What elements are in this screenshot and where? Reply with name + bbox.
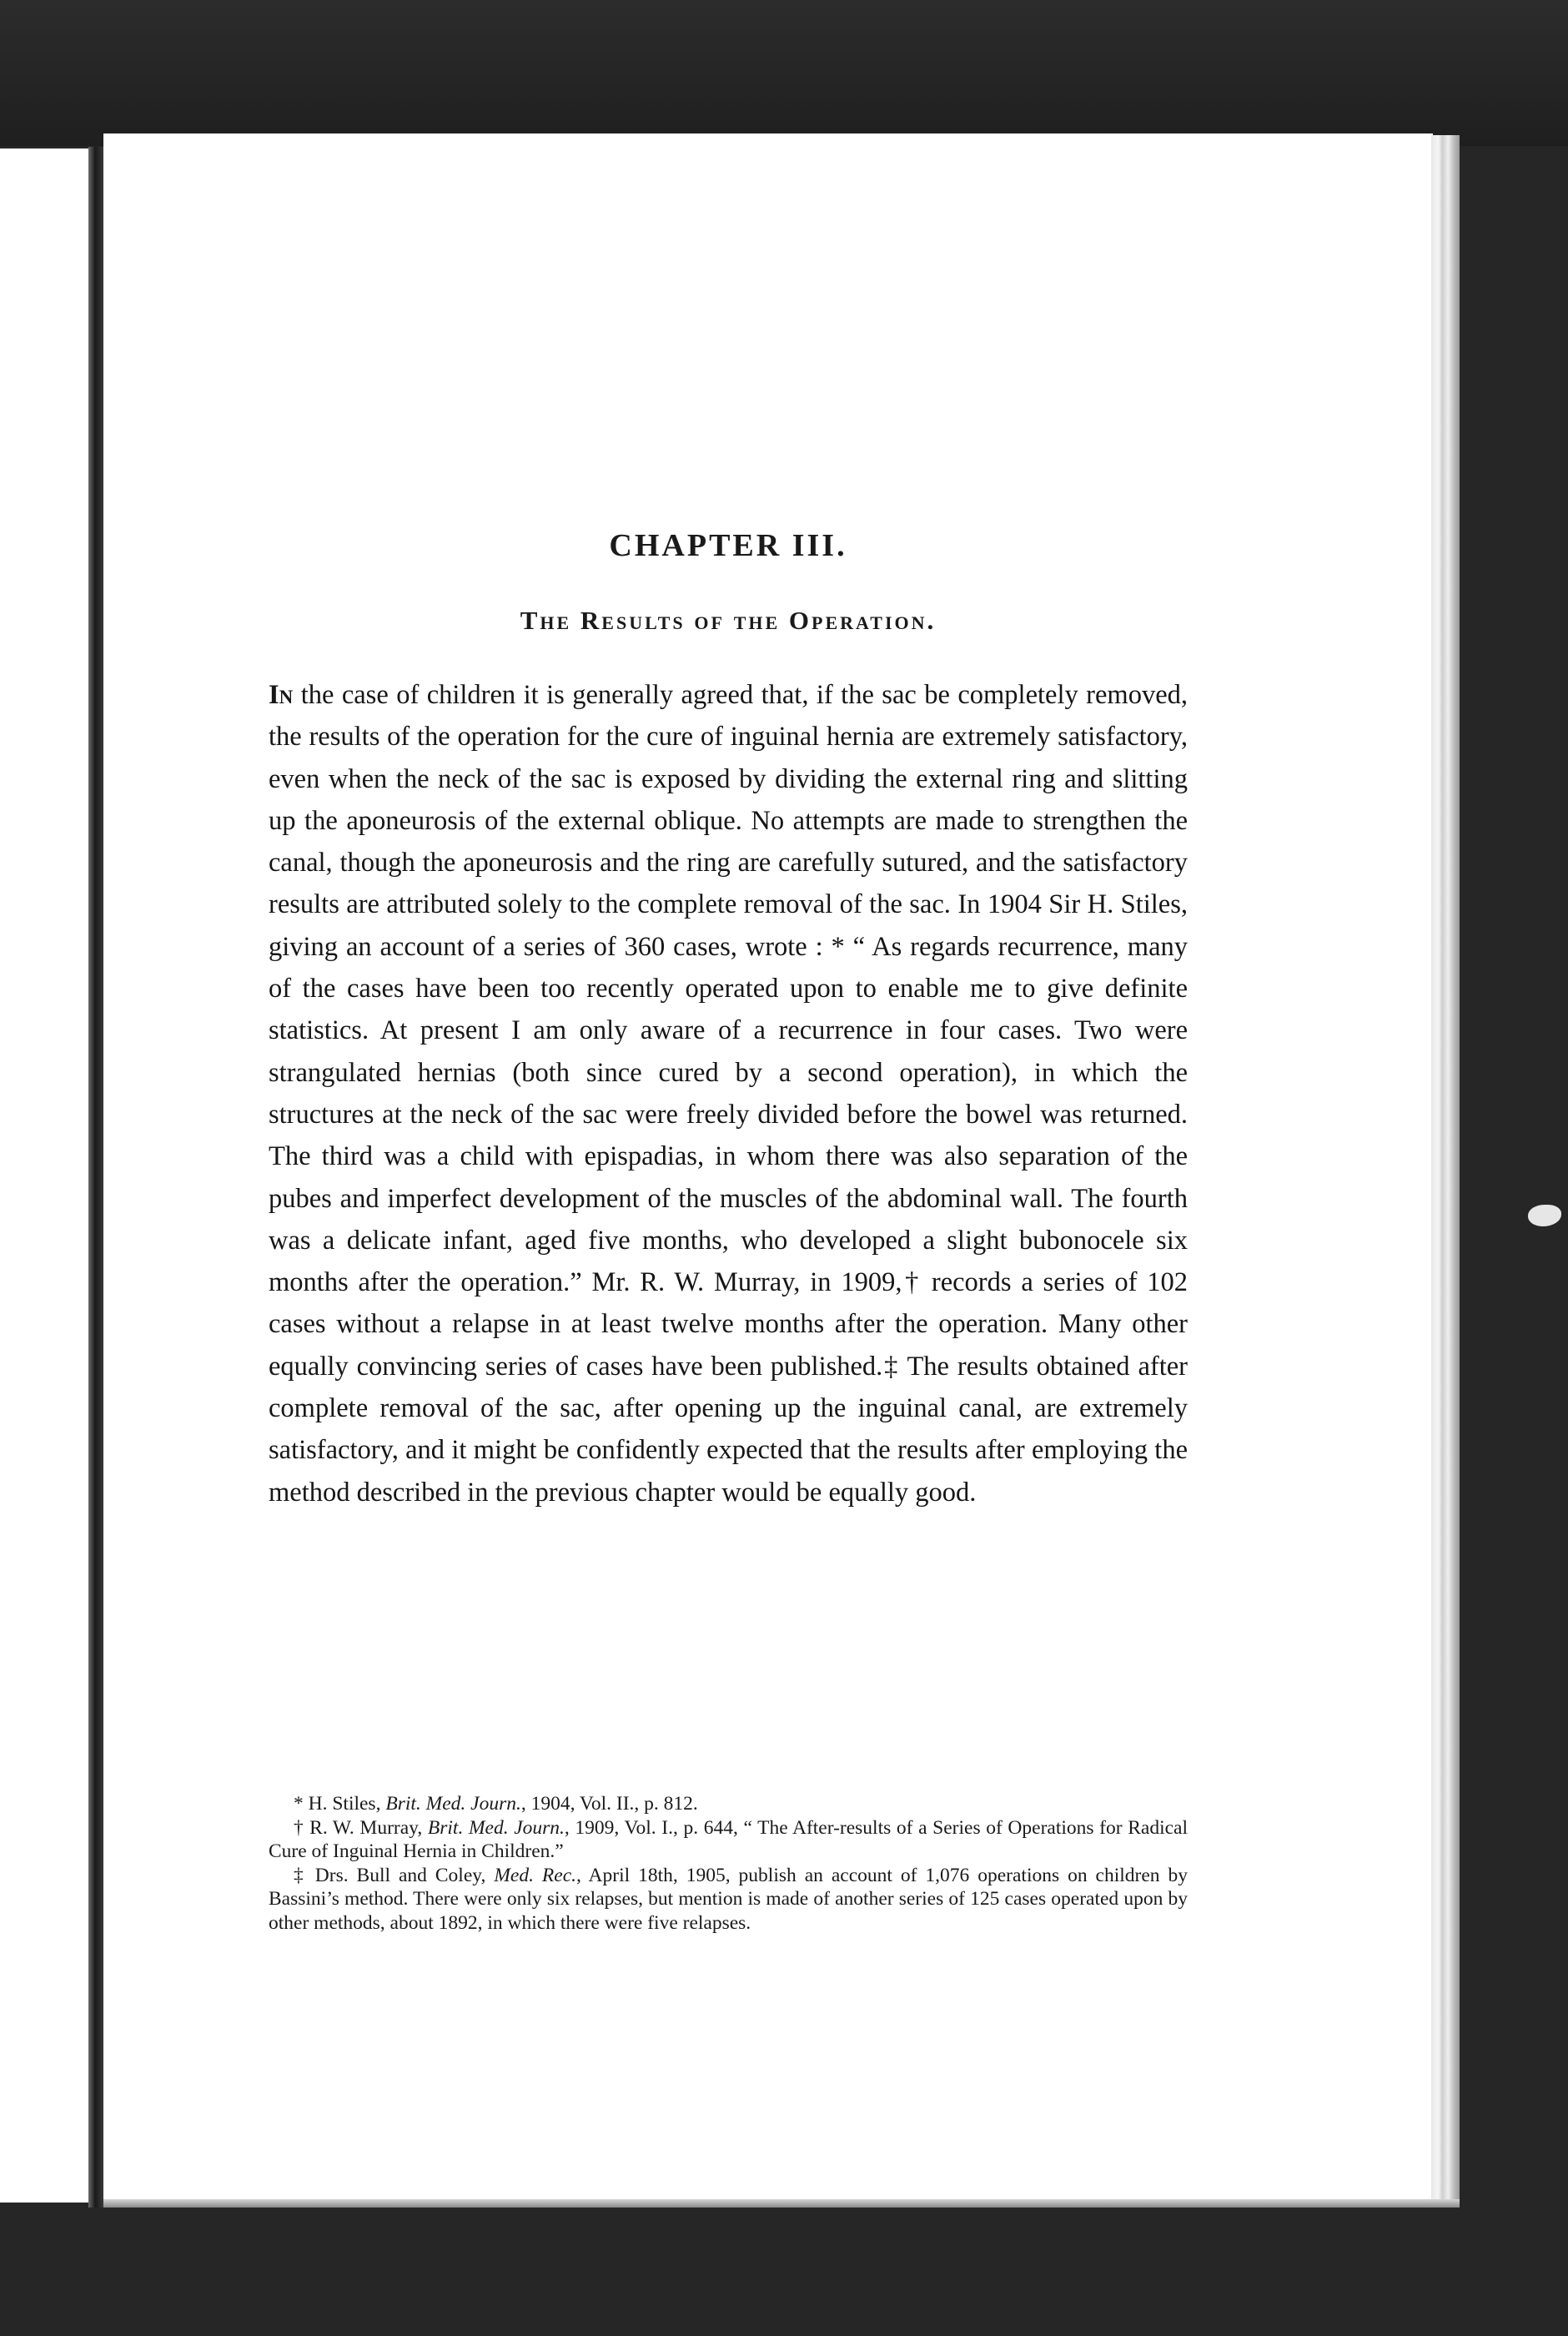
footnote-text: * H. Stiles, xyxy=(294,1793,386,1815)
footnote-3 xyxy=(269,1864,1188,1936)
footnote-text: † R. W. Murray, xyxy=(294,1816,428,1839)
paragraph-text: the case of children it is generally agreed that, if the sac be completely removed, the results of the operation for the cure of inguinal hernia are extremely satisfactory, even when the neck of the sac is exposed by dividing the external ring and slitting up the aponeurosis of the external oblique. No attempts are made to strengthen the canal, though the aponeurosis and the ring are carefully sutured, and the satisfactory results are attributed solely to the complete removal of the sac. In 1904 Sir H. Stiles, giving an account of a series of 360 cases, wrote : * “ As regards recurrence, many of the cases have been too recently operated upon to enable me to give definite statistics. At present I am only aware of a recurrence in four cases. Two were strangulated hernias (both since cured by a second operation), in which the structures at the neck of the sac were freely divided before the bowel was returned. The third was a child with epispadias, in whom there was also separation of the pubes and imperfect development of the muscles of the abdominal wall. The fourth was a delicate infant, aged five months, who developed a slight bubonocele six months after the operation.” Mr. R. W. Murray, in 1909,† records a series of 102 cases without a relapse in at least twelve months after the operation. Many other equally convincing series of cases have been published.‡ The results obtained after complete removal of the sac, after opening up the inguinal canal, are extremely satisfactory, and it might be confidently expected that the results after employing the method described in the previous chapter would be equally good. xyxy=(269,680,1188,1508)
book-spine xyxy=(88,147,103,2208)
footnote-text: ‡ Drs. Bull and Coley, xyxy=(294,1864,495,1886)
body-paragraph xyxy=(269,674,1188,1513)
footnote-text: , April 18th, 1905, publish an account of 1,076 operations on children by Bassini’s method. There were only six relapses, but mention is made of another series of 125 cases operated upon by other methods, about 1892, in which there were five relapses. xyxy=(269,1864,1188,1934)
footnote-text: , 1909, Vol. I., p. 644, “ The After-results of a Series of Operations for Radical Cure of Inguinal Hernia in Children.” xyxy=(269,1816,1188,1863)
scan-background xyxy=(0,0,1568,146)
footnote-journal: Brit. Med. Journ. xyxy=(427,1816,565,1839)
footnote-text: , 1904, Vol. II., p. 812. xyxy=(520,1793,698,1815)
initial-word: In xyxy=(269,680,294,710)
footnotes xyxy=(269,1792,1188,1936)
chapter-subtitle: The Results of the Operation. xyxy=(520,606,937,635)
page-edge-stack xyxy=(1431,135,1460,2204)
footnote-2 xyxy=(269,1816,1188,1864)
footnote-1 xyxy=(269,1792,1188,1816)
facing-page xyxy=(0,149,102,2203)
footnote-journal: Med. Rec. xyxy=(494,1864,577,1886)
page-bottom-edge xyxy=(103,2199,1460,2208)
thumb-smudge xyxy=(1528,1205,1561,1226)
footnote-journal: Brit. Med. Journ. xyxy=(385,1793,521,1815)
chapter-title: CHAPTER III. xyxy=(609,528,847,563)
